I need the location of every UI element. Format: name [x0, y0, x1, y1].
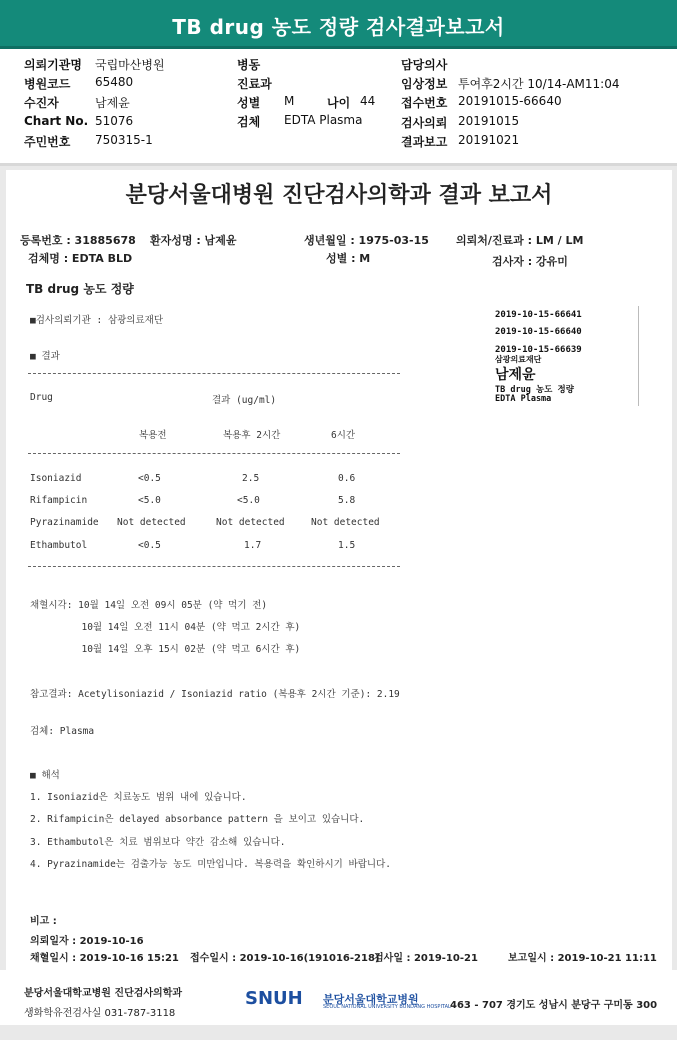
report-value: 20191021: [458, 133, 520, 147]
sticker-line: 2019-10-15-66640: [495, 327, 582, 337]
bottom-strip: [0, 1025, 677, 1040]
sex-value: M: [284, 94, 295, 108]
sex-label: 성별: [237, 96, 261, 110]
col-pre: 복용전: [139, 430, 167, 441]
report-label: 결과보고: [401, 135, 448, 149]
sampling-time: 10월 14일 오후 15시 02분 (약 먹고 6시간 후): [30, 644, 301, 655]
table-row-drug: Rifampicin: [30, 495, 88, 506]
divider: [0, 163, 677, 166]
draw-date: 채혈일시 : 2019-10-16 15:21: [30, 953, 179, 964]
snuh-logo-name: 분당서울대학교병원: [323, 993, 419, 1006]
clinical-value: 투여후2시간 10/14-AM11:04: [458, 77, 620, 91]
reference-result: 참고결과: Acetylisoniazid / Isoniazid ratio (복용후 2시간 기준): 2.19: [30, 689, 400, 700]
interpretation-item: 4. Pyrazinamide는 검출가능 농도 미만입니다. 복용력을 확인하시기 바랍니다.: [30, 859, 391, 870]
specimen-value: EDTA Plasma: [284, 113, 363, 127]
sticker-line: 2019-10-15-66641: [495, 310, 582, 320]
specimen-note: 검체: Plasma: [30, 726, 95, 737]
lab-org: ■검사의뢰기관 : 삼광의료재단: [30, 315, 164, 326]
doctor-label: 담당의사: [401, 58, 448, 72]
accept-date: 접수일시 : 2019-10-16(191016-218): [190, 953, 380, 964]
patient-value: 남제윤: [95, 96, 130, 110]
snuh-logo-sub: SEOUL NATIONAL UNIVERSITY BUNDANG HOSPITAL: [323, 1004, 451, 1010]
table-row-drug: Ethambutol: [30, 540, 88, 551]
table-rule-mid: [28, 453, 400, 454]
report-header: [0, 0, 677, 49]
hospital-code-value: 65480: [95, 75, 134, 89]
age-label: 나이: [327, 96, 351, 110]
table-row-2h: <5.0: [237, 495, 260, 506]
requesting-dept: 의뢰처/진료과 : LM / LM: [456, 234, 584, 247]
report-title: 분당서울대병원 진단검사의학과 결과 보고서: [125, 183, 553, 208]
table-row-6h: 5.8: [338, 495, 356, 506]
tester: 검사자 : 강유미: [492, 255, 568, 268]
interpretation-header: ■ 해석: [30, 770, 60, 781]
lab-report: [6, 170, 672, 998]
table-row-2h: Not detected: [216, 517, 285, 528]
table-row-pre: <0.5: [138, 540, 161, 551]
table-rule-top: [28, 373, 400, 374]
footer-lab: 생화학유전검사실 031-787-3118: [24, 1008, 176, 1019]
table-row-pre: <5.0: [138, 495, 161, 506]
patient-sex: 성별 : M: [326, 252, 371, 265]
receipt-value: 20191015-66640: [458, 94, 562, 108]
chart-value: 51076: [95, 114, 134, 128]
ward-label: 병동: [237, 58, 261, 72]
sticker-line: 2019-10-15-66639: [495, 345, 582, 355]
table-row-6h: 1.5: [338, 540, 356, 551]
institution-value: 국립마산병원: [95, 58, 165, 72]
table-row-pre: Not detected: [117, 517, 186, 528]
page-title: TB drug 농도 정량 검사결과보고서: [172, 15, 505, 39]
rrn-value: 750315-1: [95, 133, 153, 147]
snuh-logo: SNUH: [245, 988, 303, 1009]
chart-label: Chart No.: [24, 114, 89, 128]
sampling-time: 채혈시각: 10월 14일 오전 09시 05분 (약 먹기 전): [30, 600, 268, 611]
specimen-label: 검체: [237, 115, 261, 129]
col-result: 결과 (ug/ml): [212, 395, 277, 406]
table-row-2h: 2.5: [242, 473, 260, 484]
result-header: ■ 결과: [30, 351, 60, 362]
table-row-drug: Pyrazinamide: [30, 517, 99, 528]
table-row-2h: 1.7: [244, 540, 262, 551]
footer-dept: 분당서울대학교병원 진단검사의학과: [24, 988, 183, 999]
test-date: 검사일 : 2019-10-21: [374, 953, 478, 964]
col-2h: 복용후 2시간: [223, 430, 281, 441]
clinical-label: 임상정보: [401, 77, 448, 91]
section-title: TB drug 농도 정량: [26, 282, 134, 296]
request-label: 검사의뢰: [401, 116, 448, 130]
sticker-name: 남제윤: [495, 367, 536, 383]
sticker-org: 삼광의료재단: [495, 355, 542, 364]
footer-address: 463 - 707 경기도 성남시 분당구 구미동 300: [450, 1000, 658, 1011]
request-date: 의뢰일자 : 2019-10-16: [30, 936, 144, 947]
specimen-label-sticker: [492, 306, 639, 406]
report-date: 보고일시 : 2019-10-21 11:11: [508, 953, 657, 964]
interpretation-item: 1. Isoniazid은 치료농도 범위 내에 있습니다.: [30, 792, 247, 803]
birth-date: 생년월일 : 1975-03-15: [304, 234, 429, 247]
table-rule-bottom: [28, 566, 400, 567]
receipt-label: 접수번호: [401, 96, 448, 110]
patient-label: 수진자: [24, 96, 59, 110]
sticker-specimen: EDTA Plasma: [495, 394, 552, 404]
col-drug: Drug: [30, 392, 53, 403]
remark-label: 비고 :: [30, 916, 57, 927]
sampling-time: 10월 14일 오전 11시 04분 (약 먹고 2시간 후): [30, 622, 301, 633]
dept-label: 진료과: [237, 77, 272, 91]
request-info-panel: [0, 49, 677, 163]
request-value: 20191015: [458, 114, 520, 128]
table-row-pre: <0.5: [138, 473, 161, 484]
table-row-6h: 0.6: [338, 473, 356, 484]
rrn-label: 주민번호: [24, 135, 71, 149]
specimen-name: 검체명 : EDTA BLD: [28, 252, 133, 265]
registration-number: 등록번호 : 31885678: [20, 234, 136, 247]
table-row-6h: Not detected: [311, 517, 380, 528]
age-value: 44: [360, 94, 376, 108]
interpretation-item: 3. Ethambutol은 치료 범위보다 약간 감소해 있습니다.: [30, 837, 286, 848]
col-6h: 6시간: [331, 430, 356, 441]
hospital-code-label: 병원코드: [24, 77, 71, 91]
institution-label: 의뢰기관명: [24, 58, 82, 72]
patient-name: 환자성명 : 남제윤: [150, 234, 237, 247]
sticker-test: TB drug 농도 정량: [495, 385, 574, 395]
interpretation-item: 2. Rifampicin은 delayed absorbance pattern 을 보이고 있습니다.: [30, 814, 365, 825]
table-row-drug: Isoniazid: [30, 473, 82, 484]
